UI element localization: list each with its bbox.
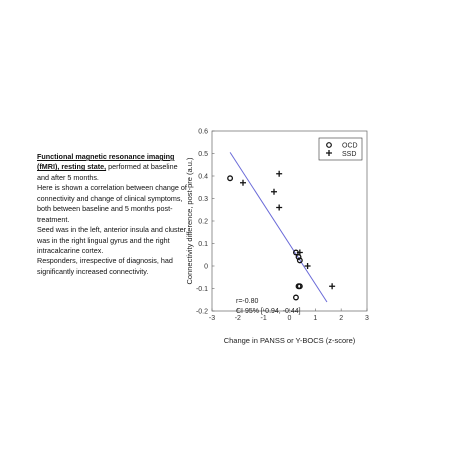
y-tick-label: 0.2	[198, 218, 208, 226]
annotation-ci: CI 95% [-0.94, -0.44]	[236, 308, 301, 315]
description-line-1: performed at baseline and after 5 months.	[37, 162, 178, 182]
x-tick-label: 0	[287, 315, 292, 322]
y-tick-label: 0.5	[198, 150, 208, 158]
x-tick-label: 2	[339, 315, 344, 322]
y-tick-label: -0.1	[195, 285, 208, 293]
description-title: Functional magnetic resonance imaging (fMRI), resting state,	[37, 152, 175, 172]
annotation-r: r=-0.80	[236, 298, 259, 305]
legend-ocd-label: OCD	[342, 142, 358, 150]
x-tick-label: -2	[234, 315, 241, 322]
y-tick-label: 0	[204, 263, 208, 271]
y-tick-label: 0.1	[198, 240, 208, 248]
legend-ssd-label: SSD	[342, 151, 357, 158]
y-tick-label: 0.4	[198, 173, 208, 181]
description-line-3: Seed was in the left, anterior insula and cluster was in the right lingual gyrus and the right intracalcarine cortex.	[37, 225, 187, 255]
y-tick-label: 0.6	[198, 128, 208, 136]
x-tick-label: -3	[208, 315, 216, 322]
x-tick-label: -1	[260, 315, 267, 322]
y-tick-label: -0.2	[195, 308, 208, 316]
description-line-2: Here is shown a correlation between change of connectivity and change of clinical symptoms, both between baseline and 5 months post-treatment.	[37, 183, 187, 224]
x-axis-label: Change in PANSS or Y-BOCS (z-score)	[223, 336, 356, 345]
legend	[319, 138, 362, 160]
x-tick-label: 3	[365, 315, 369, 322]
description-line-4: Responders, irrespective of diagnosis, had significantly increased connectivity.	[37, 256, 173, 276]
y-axis-label: Connectivity difference, post-pre (a.u.)	[185, 157, 194, 285]
x-tick-label: 1	[313, 315, 318, 322]
y-tick-label: 0.3	[198, 195, 208, 203]
